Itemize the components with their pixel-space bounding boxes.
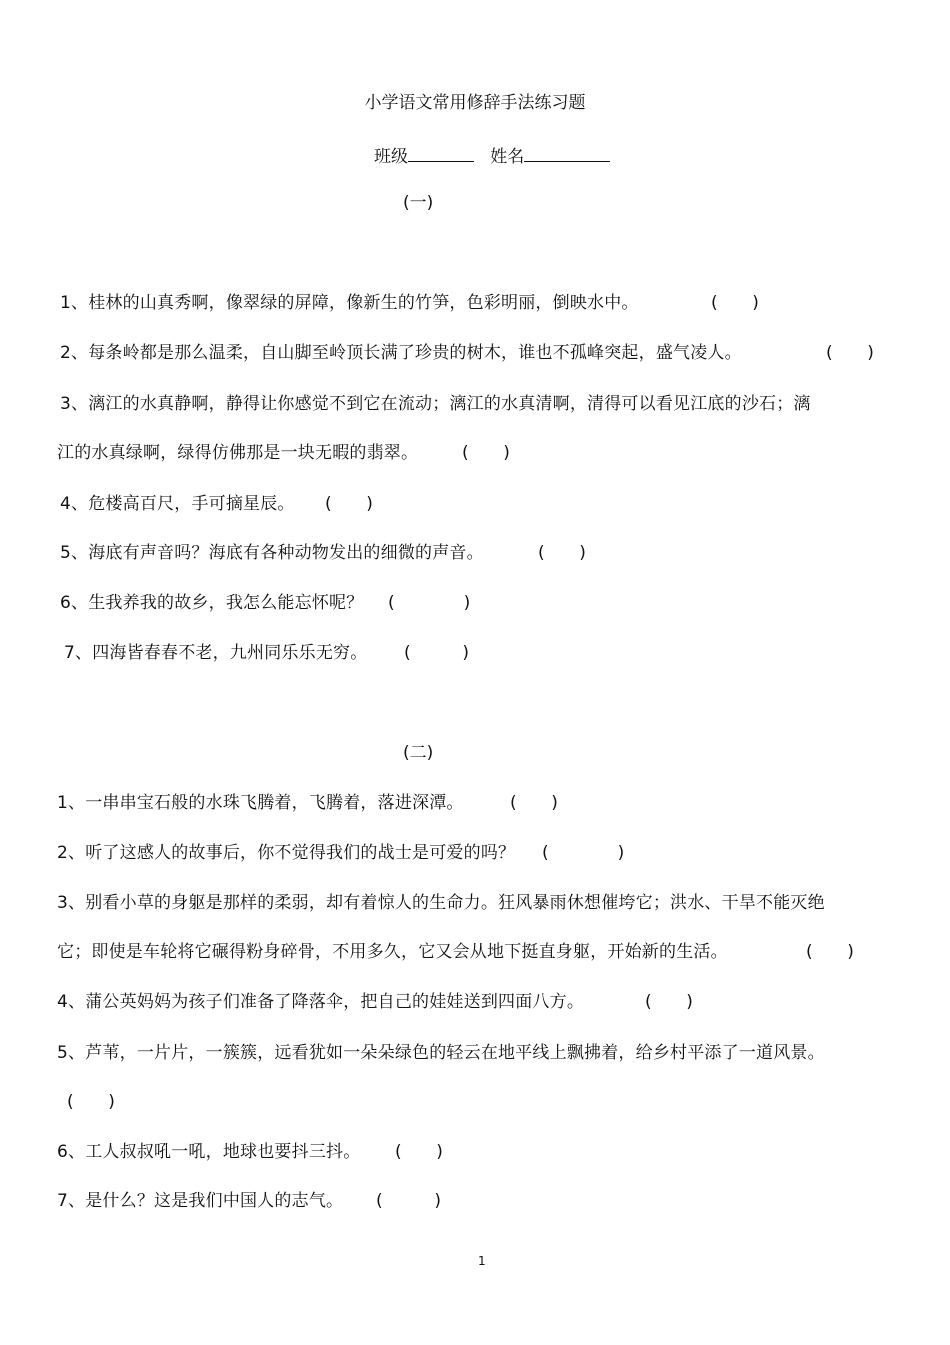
answer-paren[interactable]: ( ) <box>510 793 559 813</box>
answer-paren[interactable]: ( ) <box>542 843 625 863</box>
answer-paren[interactable]: ( ) <box>325 494 374 514</box>
question-1-3-continued: 江的水真绿啊，绿得仿佛那是一块无暇的翡翠。 <box>57 443 419 463</box>
question-2-4 <box>57 991 584 1013</box>
answer-paren[interactable]: ( ) <box>376 1191 442 1211</box>
question-number: 2、 <box>60 343 89 363</box>
question-number: 2、 <box>57 843 86 863</box>
question-1-7 <box>64 642 367 664</box>
question-number: 4、 <box>60 494 89 514</box>
name-blank[interactable] <box>524 143 610 162</box>
question-text: 每条岭都是那么温柔，自山脚至岭顶长满了珍贵的树木，谁也不孤峰突起，盛气凌人。 <box>88 343 742 363</box>
answer-paren[interactable]: ( ) <box>395 1142 444 1162</box>
question-number: 5、 <box>60 543 89 563</box>
question-2-1 <box>57 792 464 814</box>
question-number: 3、 <box>57 893 86 913</box>
question-number: 5、 <box>57 1043 86 1063</box>
question-text: 别看小草的身躯是那样的柔弱，却有着惊人的生命力。狂风暴雨休想催垮它；洪水、干旱不能灭绝 <box>85 893 825 913</box>
answer-paren[interactable]: ( ) <box>826 343 875 363</box>
class-blank[interactable] <box>408 143 474 162</box>
answer-paren[interactable]: ( ) <box>462 443 511 463</box>
question-text: 漓江的水真静啊，静得让你感觉不到它在流动；漓江的水真清啊，清得可以看见江底的沙石；漓 <box>88 394 811 414</box>
student-info <box>374 143 610 168</box>
question-2-2 <box>57 842 515 864</box>
question-text: 工人叔叔吼一吼，地球也要抖三抖。 <box>85 1142 361 1162</box>
question-text: 听了这感人的故事后，你不觉得我们的战士是可爱的吗？ <box>85 843 516 863</box>
name-label: 姓名 <box>490 147 525 167</box>
question-number: 7、 <box>64 643 93 663</box>
question-2-7 <box>57 1190 343 1212</box>
section-heading-2: (二) <box>403 743 434 763</box>
question-1-5 <box>60 542 484 564</box>
question-2-3-continued: 它；即使是车轮将它碾得粉身碎骨，不用多久，它又会从地下挺直身躯，开始新的生活。 <box>57 942 728 962</box>
answer-paren[interactable]: ( ) <box>645 992 694 1012</box>
question-number: 6、 <box>60 593 89 613</box>
answer-paren[interactable]: ( ) <box>806 942 855 962</box>
question-text: 海底有声音吗？海底有各种动物发出的细微的声音。 <box>88 543 484 563</box>
question-1-3 <box>60 393 811 415</box>
question-number: 3、 <box>60 394 89 414</box>
question-text: 蒲公英妈妈为孩子们准备了降落伞，把自己的娃娃送到四面八方。 <box>85 992 585 1012</box>
question-2-6 <box>57 1141 360 1163</box>
answer-paren[interactable]: ( ) <box>538 543 587 563</box>
question-1-4 <box>60 493 295 515</box>
page-title: 小学语文常用修辞手法练习题 <box>364 93 586 113</box>
question-text: 是什么？这是我们中国人的志气。 <box>85 1191 344 1211</box>
answer-paren[interactable]: ( ) <box>67 1092 116 1112</box>
question-text: 危楼高百尺，手可摘星辰。 <box>88 494 295 514</box>
question-number: 4、 <box>57 992 86 1012</box>
question-text: 桂林的山真秀啊，像翠绿的屏障，像新生的竹笋，色彩明丽，倒映水中。 <box>88 293 639 313</box>
answer-paren[interactable]: ( ) <box>388 593 471 613</box>
question-1-1 <box>60 292 639 314</box>
question-1-6 <box>60 592 363 614</box>
question-number: 1、 <box>57 793 86 813</box>
question-2-3 <box>57 892 825 914</box>
section-heading-1: (一) <box>403 193 434 213</box>
question-text: 芦苇，一片片，一簇簇，远看犹如一朵朵绿色的轻云在地平线上飘拂着，给乡村平添了一道风景。 <box>85 1043 825 1063</box>
question-text: 一串串宝石般的水珠飞腾着，飞腾着，落进深潭。 <box>85 793 464 813</box>
question-number: 7、 <box>57 1191 86 1211</box>
question-2-5 <box>57 1042 825 1064</box>
question-1-2 <box>60 342 742 364</box>
question-text: 生我养我的故乡，我怎么能忘怀呢？ <box>88 593 364 613</box>
answer-paren[interactable]: ( ) <box>404 643 470 663</box>
question-text: 四海皆春春不老，九州同乐乐无穷。 <box>92 643 368 663</box>
question-number: 1、 <box>60 293 89 313</box>
question-number: 6、 <box>57 1142 86 1162</box>
page-number: 1 <box>478 1254 486 1268</box>
answer-paren[interactable]: ( ) <box>711 293 760 313</box>
class-label: 班级 <box>374 147 408 167</box>
